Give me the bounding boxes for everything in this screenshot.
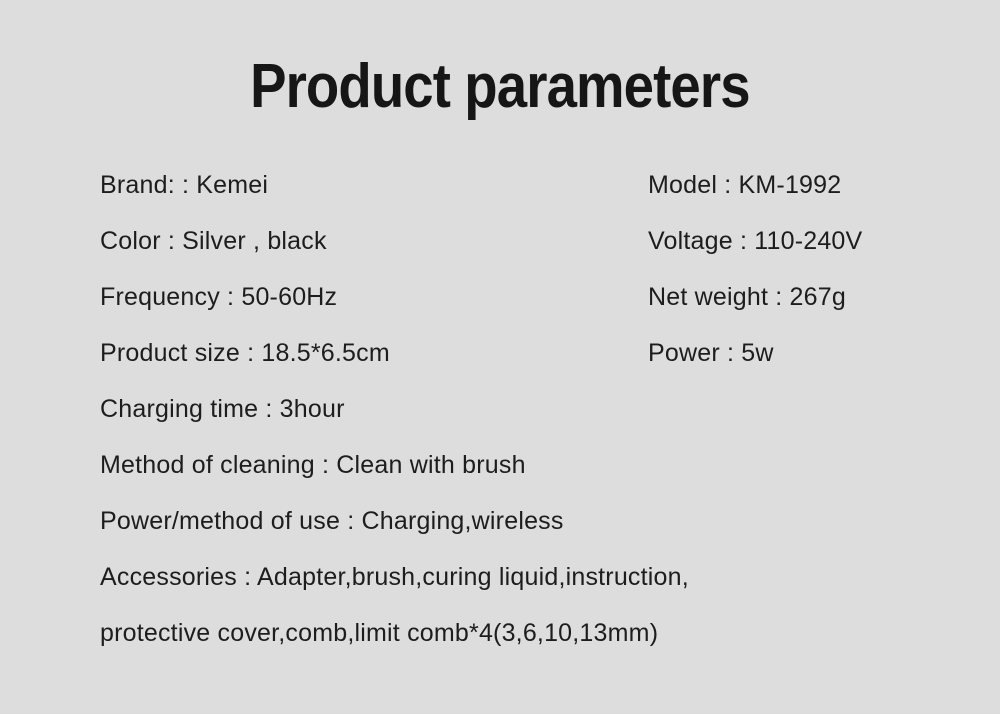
spec-row	[100, 560, 960, 616]
spec-power: Power : 5w	[648, 339, 774, 367]
spec-row	[100, 168, 960, 224]
spec-product-size: Product size : 18.5*6.5cm	[100, 339, 390, 367]
spec-row	[100, 616, 960, 672]
spec-charging-time: Charging time : 3hour	[100, 395, 345, 423]
spec-color: Color : Silver , black	[100, 227, 327, 255]
spec-net-weight: Net weight : 267g	[648, 283, 846, 311]
page-title	[0, 47, 1000, 127]
spec-row	[100, 280, 960, 336]
spec-table	[100, 168, 960, 672]
spec-row	[100, 224, 960, 280]
spec-voltage: Voltage : 110-240V	[648, 227, 863, 255]
spec-row	[100, 336, 960, 392]
spec-power-method-of-use: Power/method of use : Charging,wireless	[100, 507, 564, 535]
spec-brand: Brand: : Kemei	[100, 171, 269, 199]
spec-method-of-cleaning: Method of cleaning : Clean with brush	[100, 451, 526, 479]
spec-accessories: Accessories : Adapter,brush,curing liquid,instruction,	[100, 563, 689, 591]
spec-accessories-continued: protective cover,comb,limit comb*4(3,6,10,13mm)	[100, 619, 659, 647]
spec-frequency: Frequency : 50-60Hz	[100, 283, 338, 311]
spec-row	[100, 448, 960, 504]
page-title-text: Product parameters	[250, 52, 750, 121]
spec-row	[100, 392, 960, 448]
spec-model: Model : KM-1992	[648, 171, 842, 199]
spec-row	[100, 504, 960, 560]
